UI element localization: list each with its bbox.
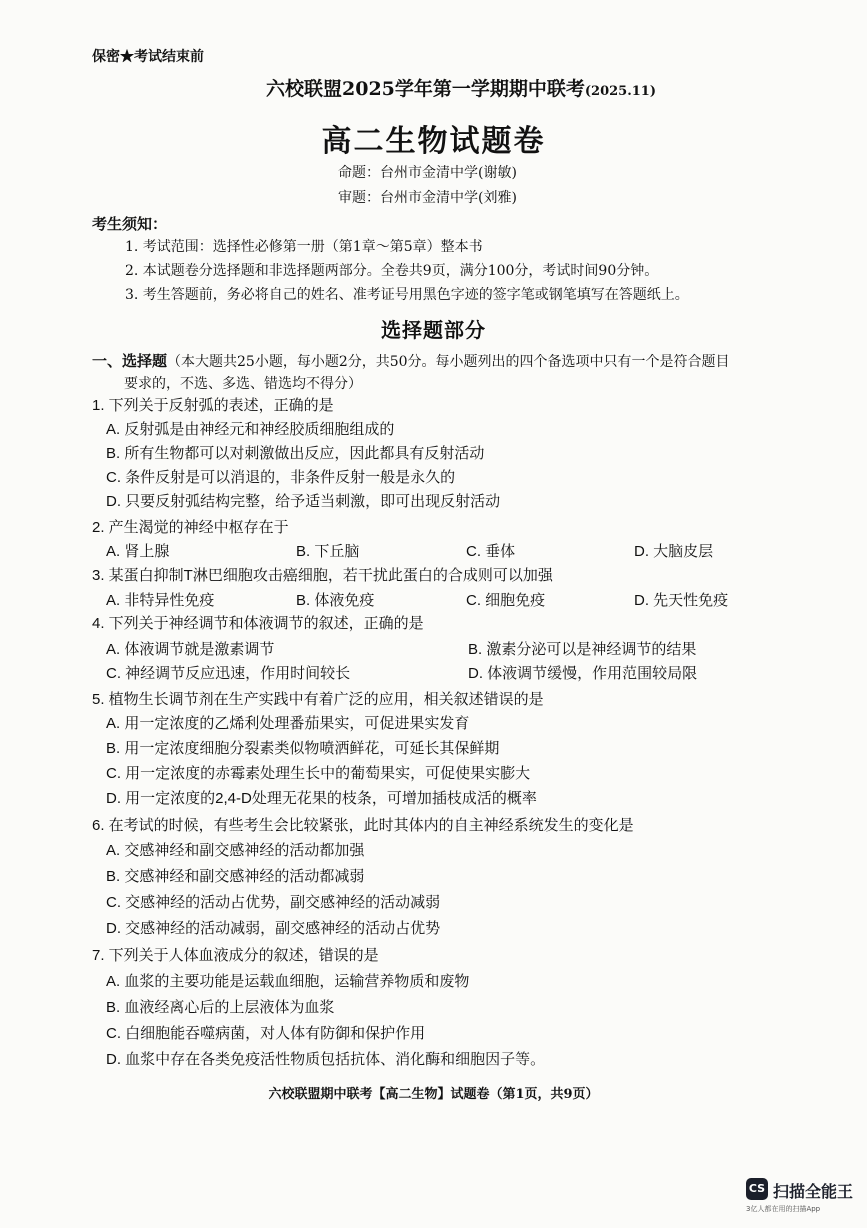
question-stem: 5. 植物生长调节剂在生产实践中有着广泛的应用，相关叙述错误的是 — [92, 691, 544, 708]
watermark-subtitle: 3亿人都在用的扫描App — [746, 1205, 821, 1213]
part-desc-cont: 要求的，不选、多选、错选均不得分） — [124, 376, 362, 392]
part-label: 一、选择题 — [92, 352, 168, 370]
option: C. 交感神经的活动占优势，副交感神经的活动减弱 — [106, 894, 441, 911]
option: D. 交感神经的活动减弱，副交感神经的活动占优势 — [106, 920, 441, 937]
option: B. 体液免疫 — [296, 592, 375, 609]
notice-item: 1. 考试范围：选择性必修第一册（第1章～第5章）整本书 — [125, 239, 483, 255]
camscanner-icon: CS — [746, 1178, 768, 1200]
option: B. 用一定浓度细胞分裂素类似物喷洒鲜花，可延长其保鲜期 — [106, 740, 500, 757]
option: A. 用一定浓度的乙烯利处理番茄果实，可促进果实发育 — [106, 715, 470, 732]
option: D. 体液调节缓慢，作用范围较局限 — [468, 665, 698, 682]
option: D. 大脑皮层 — [634, 543, 714, 560]
part-desc: （本大题共25小题，每小题2分，共50分。每小题列出的四个备选项中只有一个是符合题目 — [167, 354, 730, 370]
option: C. 细胞免疫 — [466, 592, 546, 609]
question-stem: 2. 产生渴觉的神经中枢存在于 — [92, 519, 289, 536]
question-stem: 6. 在考试的时候，有些考生会比较紧张，此时其体内的自主神经系统发生的变化是 — [92, 817, 634, 834]
section-title: 选择题部分 — [381, 318, 486, 342]
exam-date: (2025.11) — [584, 84, 656, 99]
exam-title-text: 六校联盟2025学年第一学期期中联考 — [266, 78, 585, 100]
option: A. 体液调节就是激素调节 — [106, 641, 275, 658]
option: C. 条件反射是可以消退的，非条件反射一般是永久的 — [106, 469, 456, 486]
author-line: 命题：台州市金清中学(谢敏) — [338, 165, 517, 181]
option: A. 非特异性免疫 — [106, 592, 215, 609]
option: D. 用一定浓度的2,4-D处理无花果的枝条，可增加插枝成活的概率 — [106, 790, 537, 807]
option: A. 反射弧是由神经元和神经胶质细胞组成的 — [106, 421, 395, 438]
option: B. 交感神经和副交感神经的活动都减弱 — [106, 868, 365, 885]
option: C. 白细胞能吞噬病菌，对人体有防御和保护作用 — [106, 1025, 426, 1042]
page-footer: 六校联盟期中联考【高二生物】试题卷（第1页，共9页） — [268, 1087, 599, 1102]
notice-heading: 考生须知： — [92, 215, 168, 233]
question-stem: 4. 下列关于神经调节和体液调节的叙述，正确的是 — [92, 615, 424, 632]
paper-title: 高二生物试题卷 — [321, 124, 546, 159]
option: B. 所有生物都可以对刺激做出反应，因此都具有反射活动 — [106, 445, 485, 462]
reviewer-line: 审题：台州市金清中学(刘雅) — [338, 190, 517, 206]
option: B. 血液经离心后的上层液体为血浆 — [106, 999, 335, 1016]
notice-item: 2. 本试题卷分选择题和非选择题两部分。全卷共9页，满分100分，考试时间90分钟。 — [125, 263, 659, 279]
exam-title — [266, 74, 656, 101]
option: B. 激素分泌可以是神经调节的结果 — [468, 641, 697, 658]
option: C. 用一定浓度的赤霉素处理生长中的葡萄果实，可促使果实膨大 — [106, 765, 531, 782]
option: C. 神经调节反应迅速，作用时间较长 — [106, 665, 351, 682]
question-stem: 1. 下列关于反射弧的表述，正确的是 — [92, 397, 334, 414]
notice-item: 3. 考生答题前，务必将自己的姓名、准考证号用黑色字迹的签字笔或钢笔填写在答题纸上。 — [125, 287, 689, 303]
option: A. 肾上腺 — [106, 543, 170, 560]
option: A. 血浆的主要功能是运载血细胞，运输营养物质和废物 — [106, 973, 470, 990]
scanner-watermark — [746, 1178, 864, 1218]
option: D. 血浆中存在各类免疫活性物质包括抗体、消化酶和细胞因子等。 — [106, 1051, 546, 1068]
confidential-label: 保密★考试结束前 — [92, 49, 204, 65]
option: A. 交感神经和副交感神经的活动都加强 — [106, 842, 365, 859]
option: C. 垂体 — [466, 543, 516, 560]
question-stem: 3. 某蛋白抑制T淋巴细胞攻击癌细胞，若干扰此蛋白的合成则可以加强 — [92, 567, 553, 584]
part-instructions — [92, 350, 812, 395]
option: B. 下丘脑 — [296, 543, 360, 560]
watermark-name: 扫描全能王 — [773, 1182, 854, 1201]
option: D. 先天性免疫 — [634, 592, 729, 609]
option: D. 只要反射弧结构完整，给予适当刺激，即可出现反射活动 — [106, 493, 501, 510]
question-stem: 7. 下列关于人体血液成分的叙述，错误的是 — [92, 947, 379, 964]
